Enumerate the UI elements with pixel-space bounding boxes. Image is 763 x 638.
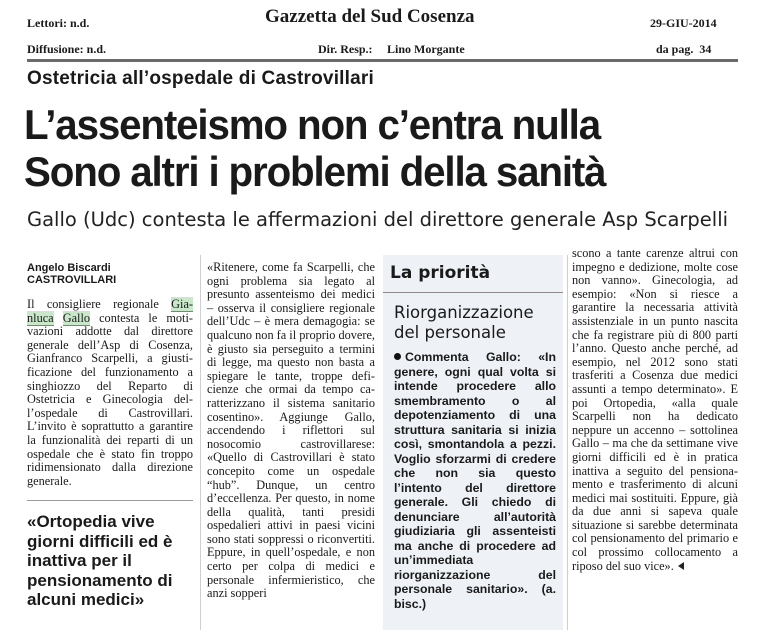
box-rule	[383, 292, 563, 293]
author-name: Angelo Biscardi	[27, 262, 111, 274]
readers-label: Lettori: n.d.	[27, 16, 90, 30]
director-name: Lino Morgante	[387, 42, 465, 56]
box-section-title: Riorganizzazione del personale	[394, 303, 534, 342]
body-paragraph: «Ritenere, come fa Scarpelli, che ogni problema sia legato al presunto assenteismo dei medici – osserva il consigliere regionale dell’Udc – è mera demagogia: se qualcuno non fa il proprio dovere, è giusto sia perseguito a termini di legge, ma questo non basta a spiegare le tante, troppe deficienze che ormai da tempo caratterizzano il sistema sanitario cosentino». Aggiunge Gallo, accendendo i riflettori sul nosocomio castrovillarese: «Quello di Castrovillari è stato concepito come un ospedale “hub”. Dunque, un centro d’eccellenza. Per questo, in nome della qualità, tanti presidi ospedalieri attivi in paesi vicini sono stati soppressi o riconvertiti. Eppure, in quell’ospedale, e non certo per colpa di medici e personale infermieristico, che anzi sopperi	[207, 260, 376, 601]
page-reference: da pag. 34	[656, 42, 712, 56]
lead-paragraph: Il consigliere regionale Gia- nluca Gallo contesta le motivazioni addotte dal direttore generale dell’Asp di Cosenza, Gianfranco Scarpelli, a giustificazione del funzionamento a singhiozzo del Reparto di Ostetricia e Ginecologia dell’ospedale di Castrovillari. L’invito è soprattutto a garantire la funzionalità dei reparti di un ospedale che è stato fin troppo ridimensionato dalla direzione generale.	[27, 297, 194, 488]
publication-name: Gazzetta del Sud Cosenza	[265, 6, 475, 27]
end-mark-icon	[678, 562, 684, 570]
column-4	[572, 247, 738, 573]
bullet-icon	[394, 353, 401, 360]
body-paragraph: scono a tante carenze altrui con impegno e dedizione, molte cose non vanno». Ginecologia, ad esempio: «Non si riesce a garantire la necessaria attività assistenziale in un punto nascita che fa registrare più di 800 parti l’anno. Questo anche perché, ad esempio, nel 2012 sono stati trasferiti a Cosenza due medici assunti a tempo determinato». E poi Ortopedia, «alla quale Scarpelli non ha dedicato neppure un accenno – sottolinea Gallo – ma che da settimane vive giorni difficili ed è in pratica inattiva a seguito del pensionamento e trasferimento di alcuni medici mai sostituiti. Eppure, già da due anni si sapeva quale situazione si sarebbe determinata col pensionamento del primario e col prossimo collocamento a riposo del suo vice».	[572, 246, 738, 573]
highlight-name: nluca	[27, 310, 54, 325]
highlight-name: Gia-	[171, 297, 193, 311]
pull-quote: «Ortopedia vive giorni difficili ed è inattiva per il pensionamento di alcuni medici»	[27, 512, 173, 609]
headline-line-1: L’assenteismo non c’entra nulla	[24, 101, 600, 148]
pull-quote-rule	[27, 500, 193, 501]
box-text: Commenta Gallo: «In genere, ogni qual volta si intende procedere allo smembramento o al depotenziamento di una struttura sanitaria si inizia così, smontandola a pezzi. Voglio sforzarmi di credere che non sia questo l’intento del direttore generale. Gli chiedo di denunciare all’autorità giudiziaria gli assenteisti ma anche di procedere ad un’immediata riorganizzazione del personale sanitario». (a. bisc.)	[394, 350, 556, 611]
headline-line-2: Sono altri i problemi della sanità	[24, 148, 606, 195]
column-divider	[567, 255, 568, 630]
column-1	[27, 262, 193, 488]
header-rule	[27, 59, 738, 62]
director-label: Dir. Resp.:	[318, 42, 373, 56]
column-2	[207, 261, 375, 601]
box-heading: La priorità	[390, 263, 491, 283]
issue-date: 29-GIU-2014	[650, 16, 717, 30]
column-divider	[200, 255, 201, 630]
distribution-label: Diffusione: n.d.	[27, 42, 107, 56]
highlight-name: Gallo	[62, 310, 91, 325]
article-subtitle: Gallo (Udc) contesta le affermazioni del direttore generale Asp Scarpelli	[27, 208, 729, 231]
sidebar-box	[383, 255, 563, 630]
article-kicker: Ostetricia all’ospedale di Castrovillari	[27, 68, 374, 89]
dateline: CASTROVILLARI	[27, 274, 117, 286]
